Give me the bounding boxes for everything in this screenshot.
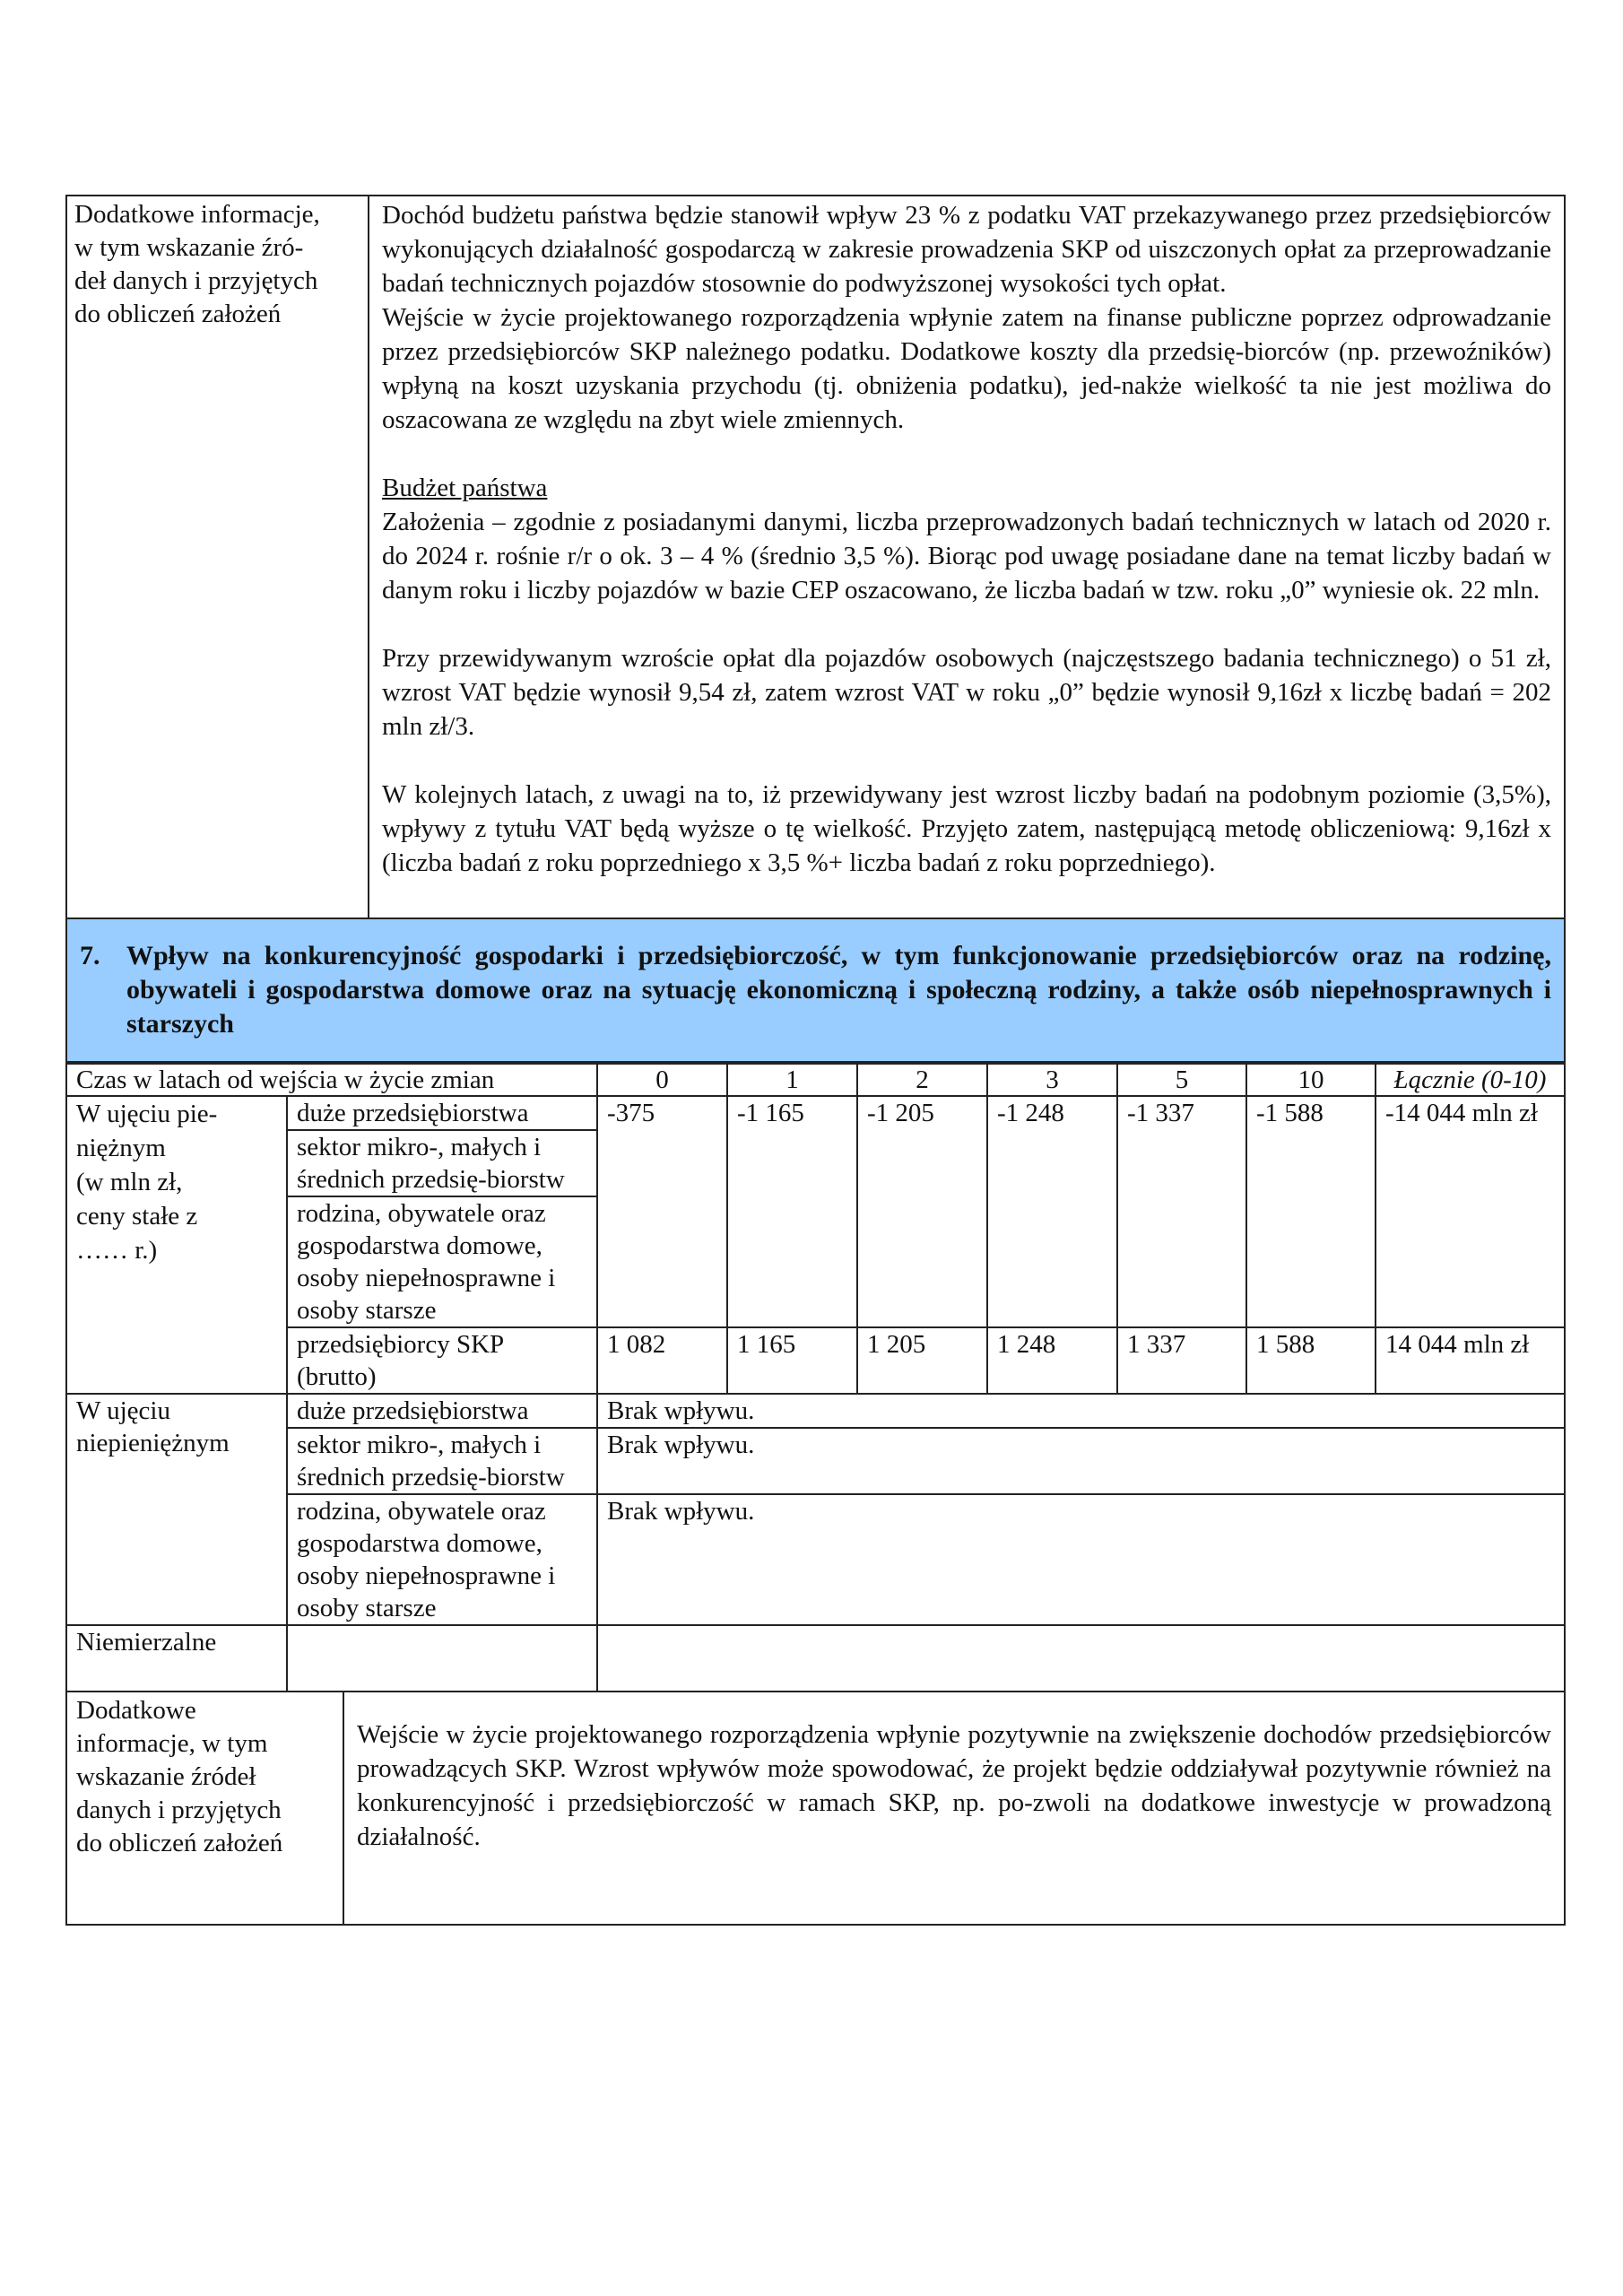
non-monetary-label: [66, 1394, 287, 1625]
value-cell: 1 165: [727, 1327, 857, 1394]
value-cell: -1 205: [857, 1096, 987, 1327]
year-header: 0: [597, 1064, 727, 1096]
impact-table: [65, 1063, 1566, 1692]
year-header: 5: [1117, 1064, 1246, 1096]
unmeasurable-value: [597, 1625, 1565, 1692]
impact-value: Brak wpływu.: [597, 1428, 1565, 1494]
additional-info-content: [369, 196, 1565, 918]
value-cell: -1 588: [1246, 1096, 1376, 1327]
label-line: deł danych i przyjętych: [74, 266, 318, 295]
monetary-label: [66, 1096, 287, 1394]
category-sme: sektor mikro-, małych i średnich przedsię-biorstw: [287, 1130, 597, 1196]
label-line: w tym wskazanie źró-: [74, 233, 304, 262]
table-row: [66, 1096, 1565, 1130]
table-row: [66, 1327, 1565, 1394]
document-page: [65, 195, 1566, 1926]
category-sme: sektor mikro-, małych i średnich przedsię-biorstw: [287, 1428, 597, 1494]
year-header: 10: [1246, 1064, 1376, 1096]
table-row: [66, 1428, 1565, 1494]
impact-value: Brak wpływu.: [597, 1494, 1565, 1625]
value-cell: 1 205: [857, 1327, 987, 1394]
label-line: …… r.): [76, 1236, 158, 1265]
section-title: Wpływ na konkurencyjność gospodarki i przedsiębiorczość, w tym funkcjonowanie przedsiębiorców oraz na rodzinę, obywateli i gospodarstwa domowe oraz na sytuację ekonomiczną i społeczną rodziny, a także osób niepełnosprawnych i starszych: [126, 941, 1551, 1039]
additional-info-table: [65, 195, 1566, 919]
impact-value: Brak wpływu.: [597, 1394, 1565, 1428]
category-households: rodzina, obywatele oraz gospodarstwa domowe, osoby niepełnosprawne i osoby starsze: [287, 1196, 597, 1327]
year-header: 1: [727, 1064, 857, 1096]
unmeasurable-category: [287, 1625, 597, 1692]
paragraph-fee-increase: Przy przewidywanym wzroście opłat dla pojazdów osobowych (najczęstszego badania technicznego) o 51 zł, wzrost VAT będzie wynosił 9,54 zł, zatem wzrost VAT w roku „0” będzie wynosił 9,16zł x liczbę badań = 202 mln zł/3.: [382, 644, 1551, 741]
table-row: [66, 1494, 1565, 1625]
total-cell: 14 044 mln zł: [1376, 1327, 1565, 1394]
label-line: Dodatkowe informacje,: [74, 200, 320, 229]
category-households: rodzina, obywatele oraz gospodarstwa domowe, osoby niepełnosprawne i osoby starsze: [287, 1494, 597, 1625]
value-cell: 1 248: [987, 1327, 1117, 1394]
value-cell: -375: [597, 1096, 727, 1327]
total-cell: -14 044 mln zł: [1376, 1096, 1565, 1327]
years-header-row: [66, 1064, 1565, 1096]
total-header: Łącznie (0-10): [1376, 1064, 1565, 1096]
section-7-header: [65, 919, 1566, 1063]
table-row: [66, 1394, 1565, 1428]
additional-info-label: [66, 196, 369, 918]
paragraph-assumptions: Założenia – zgodnie z posiadanymi danymi, liczba przeprowadzonych badań technicznych w latach od 2020 r. do 2024 r. rośnie r/r o ok. 3 – 4 % (średnio 3,5 %). Biorąc pod uwagę posiadane dane na temat liczby badań w danym roku i liczby pojazdów w bazie CEP oszacowano, że liczba badań w tzw. roku „0” wyniesie ok. 22 mln.: [382, 508, 1551, 604]
label-line: W ujęciu pie-: [76, 1100, 218, 1128]
bottom-info-content: [343, 1692, 1565, 1925]
label-line: (w mln zł,: [76, 1168, 183, 1196]
category-large-enterprises: duże przedsiębiorstwa: [287, 1096, 597, 1130]
value-cell: 1 082: [597, 1327, 727, 1394]
bottom-info-label: [66, 1692, 343, 1925]
value-cell: -1 337: [1117, 1096, 1246, 1327]
time-label: Czas w latach od wejścia w życie zmian: [66, 1064, 597, 1096]
label-line: W ujęciu: [76, 1396, 170, 1425]
label-line: Dodatkowe: [76, 1696, 196, 1725]
budget-heading: Budżet państwa: [382, 474, 548, 502]
label-line: niepieniężnym: [76, 1429, 230, 1457]
value-cell: 1 588: [1246, 1327, 1376, 1394]
value-cell: -1 248: [987, 1096, 1117, 1327]
label-line: informacje, w tym: [76, 1729, 268, 1758]
section-number: 7.: [80, 941, 100, 970]
value-cell: -1 165: [727, 1096, 857, 1327]
paragraph-method: W kolejnych latach, z uwagi na to, iż przewidywany jest wzrost liczby badań na podobnym poziomie (3,5%), wpływy z tytułu VAT będą wyższe o tę wielkość. Przyjęto zatem, następującą metodę obliczeniową: 9,16zł x (liczba badań z roku poprzedniego x 3,5 %+ liczba badań z roku poprzedniego).: [382, 780, 1551, 877]
paragraph-vat-income: Dochód budżetu państwa będzie stanowił wpływ 23 % z podatku VAT przekazywanego przez przedsiębiorców wykonujących działalność gospodarczą w zakresie prowadzenia SKP od uiszczonych opłat za przeprowadzanie badań technicznych pojazdów stosownie do podwyższonej wysokości tych opłat.: [382, 201, 1551, 298]
label-line: ceny stałe z: [76, 1202, 198, 1231]
year-header: 2: [857, 1064, 987, 1096]
paragraph-public-finance: Wejście w życie projektowanego rozporządzenia wpłynie zatem na finanse publiczne poprzez odprowadzanie przez przedsiębiorców SKP należnego podatku. Dodatkowe koszty dla przedsię-biorców (np. przewoźników) wpłyną na koszt uzyskania przychodu (tj. obniżenia podatku), jed-nakże wielkość ta nie jest możliwa do oszacowana ze względu na zbyt wiele zmiennych.: [382, 303, 1551, 434]
value-cell: 1 337: [1117, 1327, 1246, 1394]
label-line: niężnym: [76, 1134, 166, 1162]
paragraph-competitiveness: Wejście w życie projektowanego rozporządzenia wpłynie pozytywnie na zwiększenie dochodów przedsiębiorców prowadzących SKP. Wzrost wpływów może spowodować, że projekt będzie oddziaływał pozytywnie również na konkurencyjność i przedsiębiorczość w ramach SKP, np. po-zwoli na dodatkowe inwestycje w prowadzoną działalność.: [357, 1720, 1551, 1851]
label-line: wskazanie źródeł: [76, 1762, 256, 1791]
bottom-additional-info-table: [65, 1691, 1566, 1926]
label-line: danych i przyjętych: [76, 1796, 282, 1824]
unmeasurable-label: Niemierzalne: [66, 1625, 287, 1692]
label-line: do obliczeń założeń: [76, 1829, 283, 1857]
category-large-enterprises: duże przedsiębiorstwa: [287, 1394, 597, 1428]
table-row: [66, 1625, 1565, 1692]
year-header: 3: [987, 1064, 1117, 1096]
category-skp-entrepreneurs: przedsiębiorcy SKP (brutto): [287, 1327, 597, 1394]
label-line: do obliczeń założeń: [74, 300, 282, 328]
